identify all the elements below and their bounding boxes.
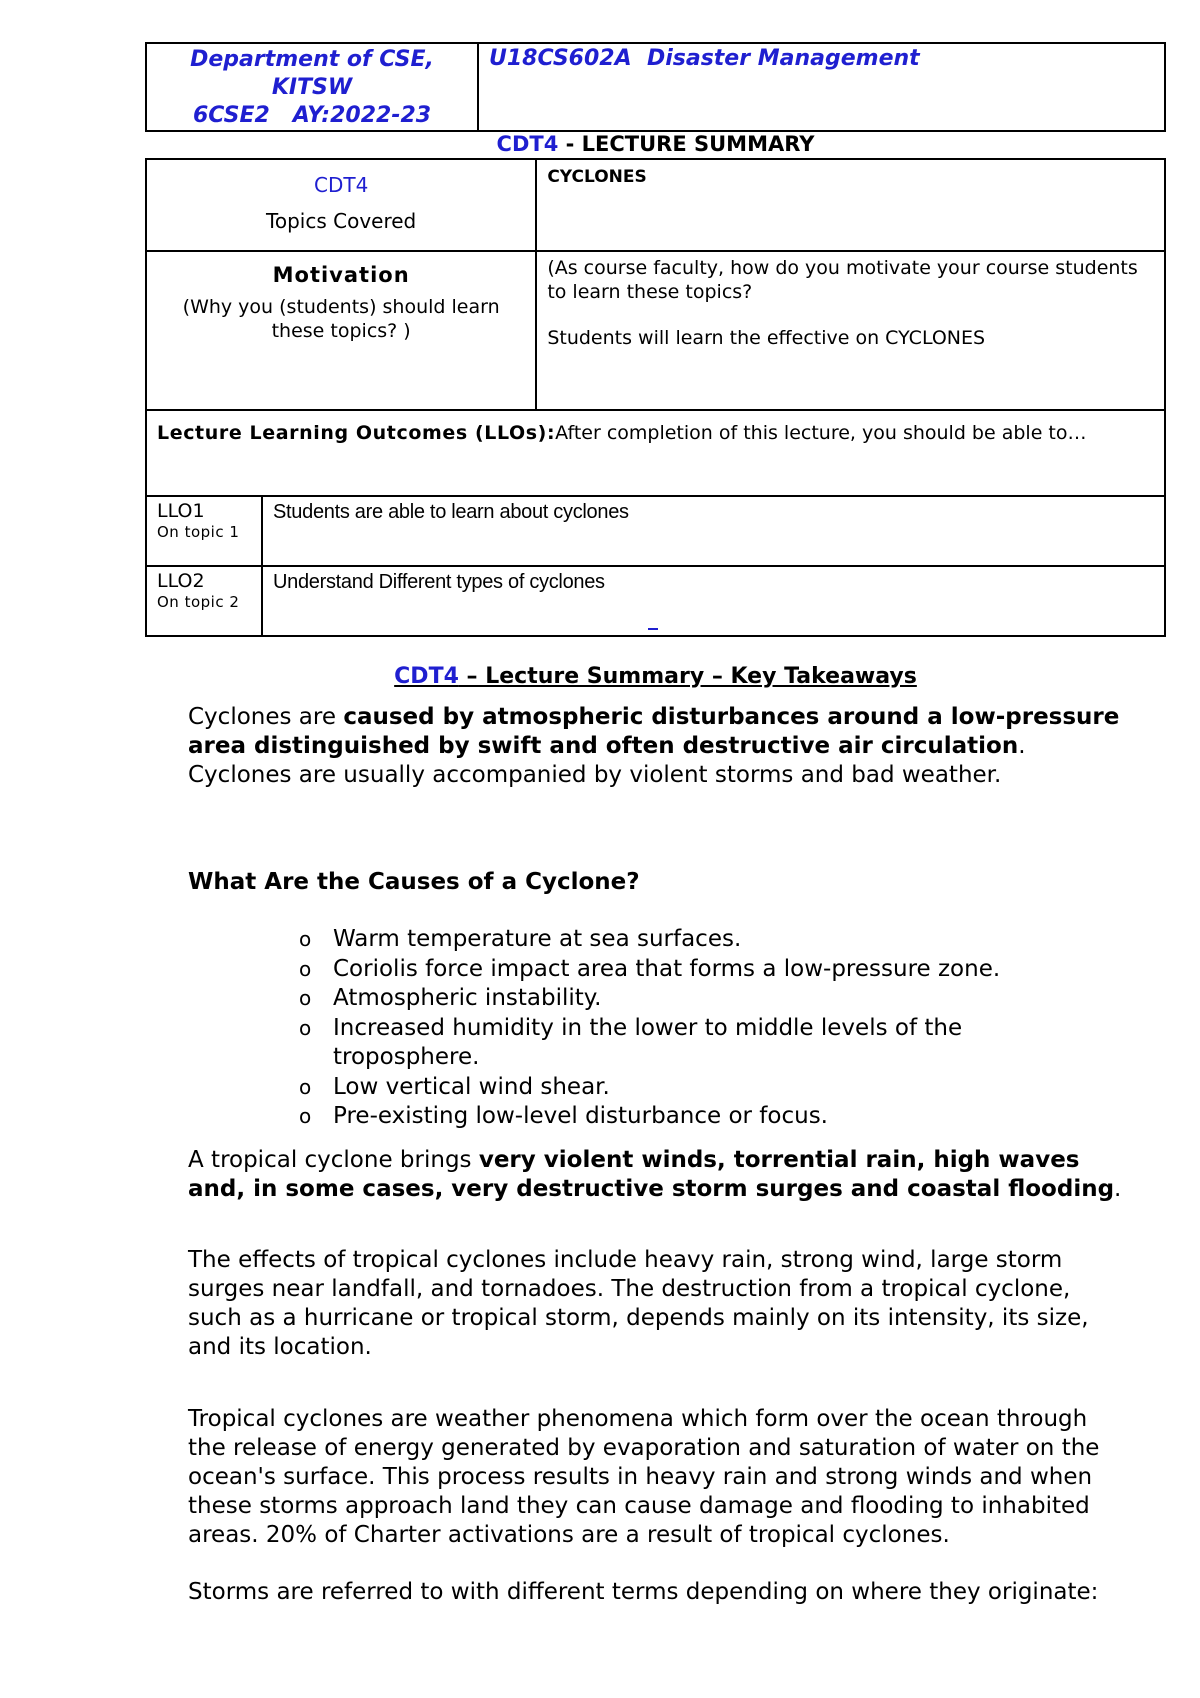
underline-mark (648, 628, 658, 630)
bullet-icon: o (299, 956, 312, 981)
llo-header-bold: Lecture Learning Outcomes (LLOs): (157, 422, 556, 444)
list-item: o Low vertical wind shear. (188, 1073, 1088, 1103)
bullet-icon: o (299, 986, 312, 1010)
storms-paragraph: Storms are referred to with different terms depending on where they originate: (188, 1579, 1099, 1605)
list-item: o Coriolis force impact area that forms a low-pressure zone. (188, 955, 1088, 985)
department-line1: Department of CSE, (190, 47, 434, 72)
intro-plain1: Cyclones are (188, 704, 344, 730)
key-takeaways-title (145, 662, 1166, 692)
bullet-icon: o (299, 927, 312, 951)
key-takeaways-rest: – Lecture Summary – Key Takeaways (458, 664, 917, 689)
topics-label: Topics Covered (266, 209, 417, 233)
list-item: o Pre-existing low-level disturbance or focus. (188, 1102, 1088, 1132)
bullet-icon: o (299, 1015, 312, 1040)
llo1-topic: On topic 1 (157, 523, 240, 541)
lecture-summary-title (145, 130, 1166, 158)
bullet-icon: o (299, 1104, 312, 1128)
causes-heading: What Are the Causes of a Cyclone? (188, 869, 640, 895)
llo1-text-cell (262, 496, 1165, 566)
bullet-icon: o (299, 1074, 312, 1099)
motivation-question: (As course faculty, how do you motivate your course students to learn these topics? (547, 257, 1138, 303)
list-item: o Increased humidity in the lower to middle levels of the troposphere. (299, 1014, 963, 1070)
llo2-topic: On topic 2 (157, 593, 240, 611)
tropical-plain2: . (1114, 1176, 1122, 1202)
llo-header-cell (146, 410, 1165, 496)
list-item: o Warm temperature at sea surfaces. (188, 925, 1088, 955)
list-item: o Atmospheric instability. (188, 984, 1088, 1014)
course-title: U18CS602A Disaster Management (489, 46, 920, 71)
llo1-id: LLO1 (157, 500, 205, 522)
motivation-answer: Students will learn the effective on CYCLONES (547, 327, 986, 349)
topics-label-cell (146, 159, 536, 251)
lecture-title-rest: - LECTURE SUMMARY (558, 132, 815, 156)
tropical-bold: very violent winds, torrential rain, high waves and, in some cases, very destructive storm surges and coastal flooding (188, 1147, 1115, 1202)
intro-paragraph (188, 703, 1128, 790)
department-line3: 6CSE2 AY:2022-23 (192, 103, 432, 128)
llo1-id-cell (146, 496, 262, 566)
llo2-id-cell (146, 566, 262, 636)
causes-list (188, 925, 1088, 1132)
key-takeaways-code: CDT4 (394, 664, 459, 689)
tropical-paragraph (188, 1146, 1128, 1204)
llo-header-rest: After completion of this lecture, you should be able to… (555, 422, 1087, 444)
motivation-label-cell (146, 251, 536, 410)
intro-bold: caused by atmospheric disturbances around a low-pressure area distinguished by swift and often destructive air circulation (188, 704, 1120, 759)
motivation-sub: (Why you (students) should learn these topics? ) (182, 296, 500, 342)
department-line2: KITSW (271, 75, 353, 100)
tropical-plain1: A tropical cyclone brings (188, 1147, 479, 1173)
effects-paragraph: The effects of tropical cyclones include heavy rain, strong wind, large storm surges near landfall, and tornadoes. The destruction from a tropical cyclone, such as a hurricane or tropical storm, depends mainly on its intensity, its size, and its location. (188, 1247, 1089, 1360)
llo1-text: Students are able to learn about cyclones (273, 501, 629, 523)
department-cell (146, 43, 478, 131)
topics-value-cell (536, 159, 1165, 251)
lecture-code: CDT4 (496, 132, 559, 156)
topics-value: CYCLONES (547, 167, 647, 187)
motivation-label: Motivation (272, 263, 410, 287)
course-cell (478, 43, 1165, 131)
llo2-text: Understand Different types of cyclones (273, 571, 605, 593)
phenomena-paragraph: Tropical cyclones are weather phenomena which form over the ocean through the release of energy generated by evaporation and saturation of water on the ocean's surface. This process results in heavy rain and strong winds and when these storms approach land they can cause damage and flooding to inhabited areas. 20% of Charter activations are a result of tropical cyclones. (188, 1406, 1100, 1548)
llo2-text-cell (262, 566, 1165, 636)
motivation-value-cell (536, 251, 1165, 410)
llo2-id: LLO2 (157, 570, 205, 592)
topics-code: CDT4 (314, 173, 369, 197)
header-box (145, 42, 1166, 132)
lecture-summary-table (145, 158, 1166, 637)
intro-plain2: . Cyclones are usually accompanied by violent storms and bad weather. (188, 733, 1026, 788)
